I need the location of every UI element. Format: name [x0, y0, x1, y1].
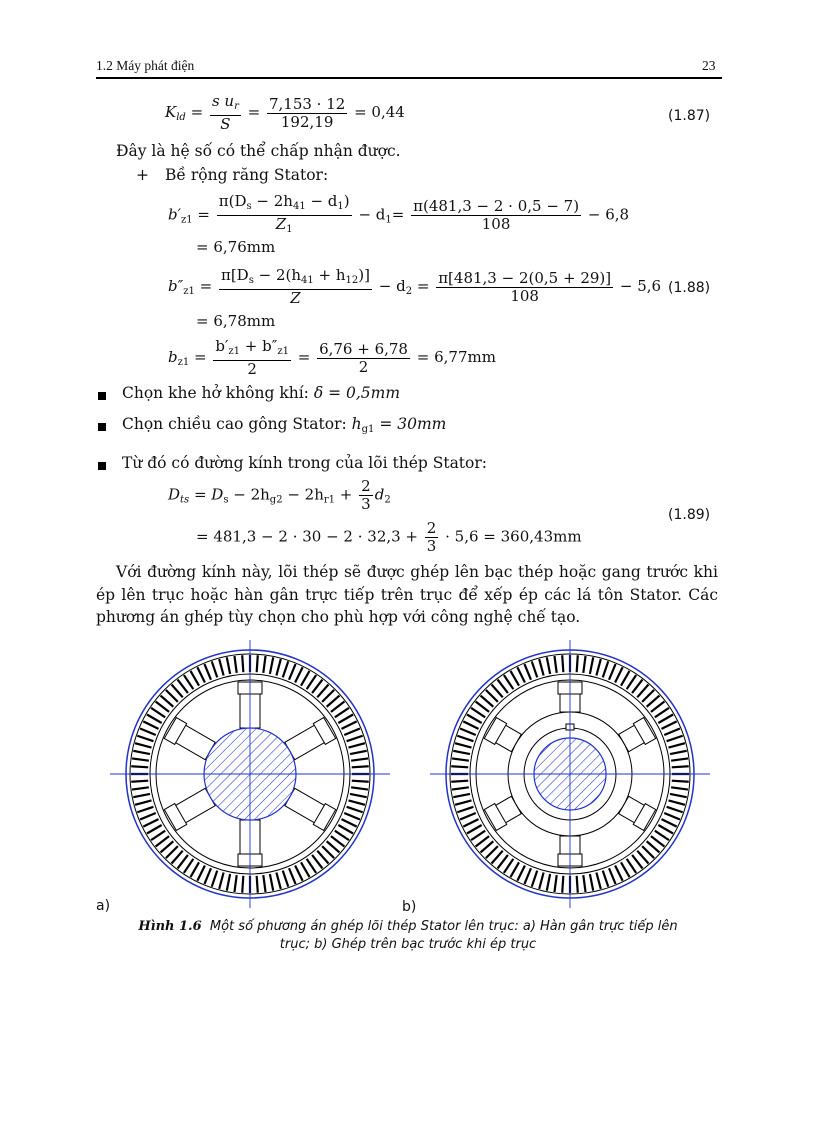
equation-1-87: $K_{ld}$ = $\frac{s u_r}{S}$ = $\frac{7,153 \cdot 12}{192,19}$ = 0,44 — [165, 92, 405, 133]
page-number: 23 — [702, 58, 716, 73]
stator-slot — [511, 671, 520, 686]
stator-slot — [172, 685, 183, 698]
stator-slot — [317, 851, 328, 864]
text-accept: Đây là hệ số có thể chấp nhận được. — [116, 142, 401, 160]
stator-slot — [219, 873, 223, 889]
stator-slot — [338, 825, 353, 834]
stator-slot — [596, 873, 600, 889]
stator-slot — [481, 696, 494, 707]
equation-bz1-prime: $b'_{z1}$ = $\frac{\pi(D_s - 2h_{41} - d_1)}{Z_1}$ − $d_1=$ $\frac{\pi(481,3 - 2 \cdot 0,5 - 7)}{108}$ − 6,8 — [168, 192, 630, 235]
figure-label-a: a) — [96, 898, 111, 914]
stator-slot — [554, 875, 556, 892]
stator-slot — [577, 876, 578, 893]
stator-slot — [453, 794, 470, 797]
stator-slot — [672, 781, 689, 782]
stator-slot — [263, 875, 265, 892]
stator-slot — [191, 862, 200, 877]
stator-slot — [132, 758, 149, 760]
stator-slot — [140, 728, 156, 735]
stator-slot — [147, 825, 162, 834]
stator-slot — [347, 807, 363, 812]
stator-slot — [583, 656, 585, 673]
stator-slot — [135, 800, 151, 804]
stator-slot — [651, 702, 664, 712]
stator-slot — [331, 836, 344, 846]
stator-slot — [212, 661, 217, 677]
stator-slot — [263, 656, 265, 673]
stator-slot — [276, 873, 280, 889]
stator-slot — [452, 758, 469, 760]
stator-slot — [453, 751, 470, 754]
stator-slot — [344, 813, 360, 820]
stator-slot — [539, 659, 543, 675]
stator-slot — [341, 721, 356, 729]
stator-slot — [658, 715, 673, 724]
stator-slot — [655, 831, 669, 840]
stator-slot — [352, 766, 369, 767]
stator-slot — [492, 851, 503, 864]
stator-slot — [476, 702, 489, 712]
stator-slot — [234, 656, 236, 673]
stator-slot — [204, 664, 211, 680]
stator-slot — [242, 655, 243, 672]
bullet-marker — [98, 423, 106, 431]
stator-slot — [452, 787, 469, 789]
stator-slot — [335, 708, 349, 717]
result-bz1-prime: = 6,76mm — [196, 238, 276, 256]
stator-slot — [257, 876, 258, 893]
stator-slot — [457, 807, 473, 812]
stator-slot — [227, 874, 230, 891]
stator-slot — [143, 721, 158, 729]
stator-slot — [562, 876, 563, 893]
stator-slot — [671, 758, 688, 760]
stator-slot — [151, 708, 165, 717]
stator-slot — [504, 859, 513, 873]
stator-slot — [486, 846, 498, 858]
stator-slot — [632, 680, 642, 693]
stator-slot — [307, 675, 316, 689]
stator-slot — [532, 871, 537, 887]
stator-slot — [335, 831, 349, 840]
stator-slot — [669, 743, 685, 747]
stator-slot — [492, 685, 503, 698]
stator-slot — [166, 690, 178, 702]
stator-slot — [609, 664, 616, 680]
stator-figure — [96, 640, 736, 910]
stator-slot — [498, 855, 508, 868]
stator-slot — [627, 675, 636, 689]
stator-slot — [661, 819, 676, 827]
stator-slot — [184, 675, 193, 689]
stator-slot — [615, 865, 623, 880]
stator-slot — [156, 836, 169, 846]
stator-slot — [289, 868, 296, 884]
stator-slot — [151, 831, 165, 840]
stator-slot — [672, 766, 689, 767]
stator-slot — [219, 659, 223, 675]
stator-slot — [312, 680, 322, 693]
stator-slot — [197, 667, 205, 682]
header-rule — [96, 77, 722, 79]
stator-slot — [451, 766, 468, 767]
equation-1-88: $b''_{z1}$ = $\frac{\pi[D_s - 2(h_{41} + h_{12})]}{Z}$ − $d_2$ = $\frac{\pi[481,3 - 2(0,5 + 29)]}{108}$ − 5,6 — [168, 266, 662, 307]
stator-slot — [590, 657, 593, 674]
stator-slot — [347, 736, 363, 741]
stator-slot — [498, 680, 508, 693]
equation-number-1-87: (1.87) — [668, 108, 711, 124]
equation-1-89-line2: = 481,3 − 2 · 30 − 2 · 32,3 + $\frac{2}{3}$ · 5,6 = 360,43mm — [196, 519, 582, 555]
stator-slot — [621, 671, 630, 686]
stator-slot — [137, 736, 153, 741]
stator-slot — [137, 807, 153, 812]
stator-slot — [172, 851, 183, 864]
stator-slot — [276, 659, 280, 675]
stator-slot — [671, 787, 688, 789]
stator-slot — [637, 685, 648, 698]
stator-slot — [301, 862, 310, 877]
stator-slot — [197, 865, 205, 880]
stator-slot — [227, 657, 230, 674]
stator-slot — [664, 728, 680, 735]
stator-slot — [471, 708, 485, 717]
stator-slot — [351, 758, 368, 760]
stator-slot — [621, 862, 630, 877]
stator-slot — [661, 721, 676, 729]
stator-slot — [178, 855, 188, 868]
stator-slot — [135, 743, 151, 747]
stator-slot — [270, 874, 273, 891]
stator-slot — [658, 825, 673, 834]
stator-slot — [166, 846, 178, 858]
stator-slot — [204, 868, 211, 884]
stator-slot — [547, 657, 550, 674]
stator-slot — [451, 781, 468, 782]
stator-slot — [140, 813, 156, 820]
stator-slot — [234, 875, 236, 892]
stator-slot — [481, 841, 494, 852]
stator-slot — [338, 715, 353, 724]
bullet-marker — [98, 392, 106, 400]
stator-slot — [460, 813, 476, 820]
stator-slot — [283, 871, 288, 887]
bullet-air-gap: Chọn khe hở không khí: δ = 0,5mm — [122, 384, 401, 402]
tooth-item-label: Bề rộng răng Stator: — [165, 166, 329, 184]
stator-slot — [554, 656, 556, 673]
stator-slot — [632, 855, 642, 868]
stator-slot — [178, 680, 188, 693]
stator-slot — [637, 851, 648, 864]
stator-slot — [463, 721, 478, 729]
stator-slot — [341, 819, 356, 827]
stator-slot — [517, 667, 525, 682]
stator-slot — [352, 781, 369, 782]
stator-slot — [322, 846, 334, 858]
equation-number-1-88: (1.88) — [668, 280, 711, 296]
stator-slot — [517, 865, 525, 880]
result-bz1-double-prime: = 6,78mm — [196, 312, 276, 330]
stator-slot — [317, 685, 328, 698]
stator-variant-b — [430, 640, 710, 908]
stator-slot — [242, 876, 243, 893]
stator-slot — [212, 871, 217, 887]
stator-slot — [295, 865, 303, 880]
stator-slot — [524, 868, 531, 884]
stator-slot — [467, 715, 482, 724]
bullet-marker — [98, 462, 106, 470]
stator-slot — [603, 871, 608, 887]
stator-slot — [615, 667, 623, 682]
stator-slot — [161, 841, 174, 852]
figure-label-b: b) — [402, 899, 417, 915]
stator-slot — [147, 715, 162, 724]
stator-slot — [524, 664, 531, 680]
stator-slot — [301, 671, 310, 686]
stator-slot — [562, 655, 563, 672]
stator-slot — [603, 661, 608, 677]
stator-slot — [504, 675, 513, 689]
tooth-item-marker: + — [136, 166, 149, 184]
stator-slot — [670, 751, 687, 754]
stator-slot — [669, 800, 685, 804]
bullet-yoke-height: Chọn chiều cao gông Stator: $h_{g1} = 30mm$ — [122, 415, 447, 435]
stator-slot — [539, 873, 543, 889]
stator-slot — [667, 736, 683, 741]
stator-slot — [289, 664, 296, 680]
running-header: 1.2 Máy phát điện — [96, 58, 195, 73]
stator-slot — [647, 841, 660, 852]
stator-slot — [647, 696, 660, 707]
stator-slot — [131, 781, 148, 782]
stator-slot — [133, 751, 150, 754]
stator-variant-a — [110, 640, 390, 908]
stator-slot — [627, 859, 636, 873]
stator-slot — [547, 874, 550, 891]
stator-slot — [161, 696, 174, 707]
stator-slot — [349, 800, 365, 804]
stator-slot — [642, 690, 654, 702]
stator-slot — [133, 794, 150, 797]
stator-slot — [283, 661, 288, 677]
stator-slot — [312, 855, 322, 868]
stator-slot — [455, 743, 471, 747]
stator-slot — [486, 690, 498, 702]
stator-slot — [670, 794, 687, 797]
stator-slot — [463, 819, 478, 827]
stator-slot — [577, 655, 578, 672]
stator-slot — [642, 846, 654, 858]
stator-slot — [184, 859, 193, 873]
equation-number-1-89: (1.89) — [668, 507, 711, 523]
stator-slot — [143, 819, 158, 827]
stator-slot — [350, 794, 367, 797]
stator-slot — [476, 836, 489, 846]
stator-slot — [471, 831, 485, 840]
stator-slot — [257, 655, 258, 672]
stator-slot — [455, 800, 471, 804]
stator-slot — [609, 868, 616, 884]
stator-slot — [156, 702, 169, 712]
stator-slot — [331, 702, 344, 712]
bullet-inner-diameter: Từ đó có đường kính trong của lõi thép Stator: — [122, 454, 487, 472]
stator-slot — [655, 708, 669, 717]
stator-slot — [350, 751, 367, 754]
stator-slot — [590, 874, 593, 891]
stator-slot — [327, 841, 340, 852]
stator-slot — [344, 728, 360, 735]
figure-caption: Hình 1.6 Một số phương án ghép lõi thép Stator lên trục: a) Hàn gân trực tiếp lên trục; b) Ghép trên bạc trước khi ép trục — [138, 919, 678, 952]
equation-1-89-line1: $D_{ts} = D_s - 2h_{g2} - 2h_{r1}$ + $\frac{2}{3}$ $d_2$ — [168, 477, 391, 513]
stator-slot — [664, 813, 680, 820]
stator-slot — [349, 743, 365, 747]
stator-slot — [307, 859, 316, 873]
stator-slot — [351, 787, 368, 789]
stator-slot — [131, 766, 148, 767]
stator-slot — [327, 696, 340, 707]
stator-slot — [667, 807, 683, 812]
stator-slot — [191, 671, 200, 686]
stator-slot — [460, 728, 476, 735]
stator-slot — [583, 875, 585, 892]
stator-slot — [467, 825, 482, 834]
stator-slot — [651, 836, 664, 846]
stator-slot — [532, 661, 537, 677]
stator-slot — [457, 736, 473, 741]
stator-slot — [596, 659, 600, 675]
stator-slot — [132, 787, 149, 789]
stator-slot — [322, 690, 334, 702]
stator-slot — [295, 667, 303, 682]
stator-slot — [511, 862, 520, 877]
stator-slot — [270, 657, 273, 674]
equation-bz1: $b_{z1}$ = $\frac{b'_{z1} + b''_{z1}}{2}$ = $\frac{6,76 + 6,78}{2}$ = 6,77mm — [168, 337, 496, 378]
body-paragraph: Với đường kính này, lõi thép sẽ được ghép lên bạc thép hoặc gang trước khi ép lên trục hoặc hàn gân trực tiếp trên trục để xếp ép các lá tôn Stator. Các phương án ghép tùy chọn cho phù hợp với công nghệ chế tạo. — [96, 563, 718, 626]
